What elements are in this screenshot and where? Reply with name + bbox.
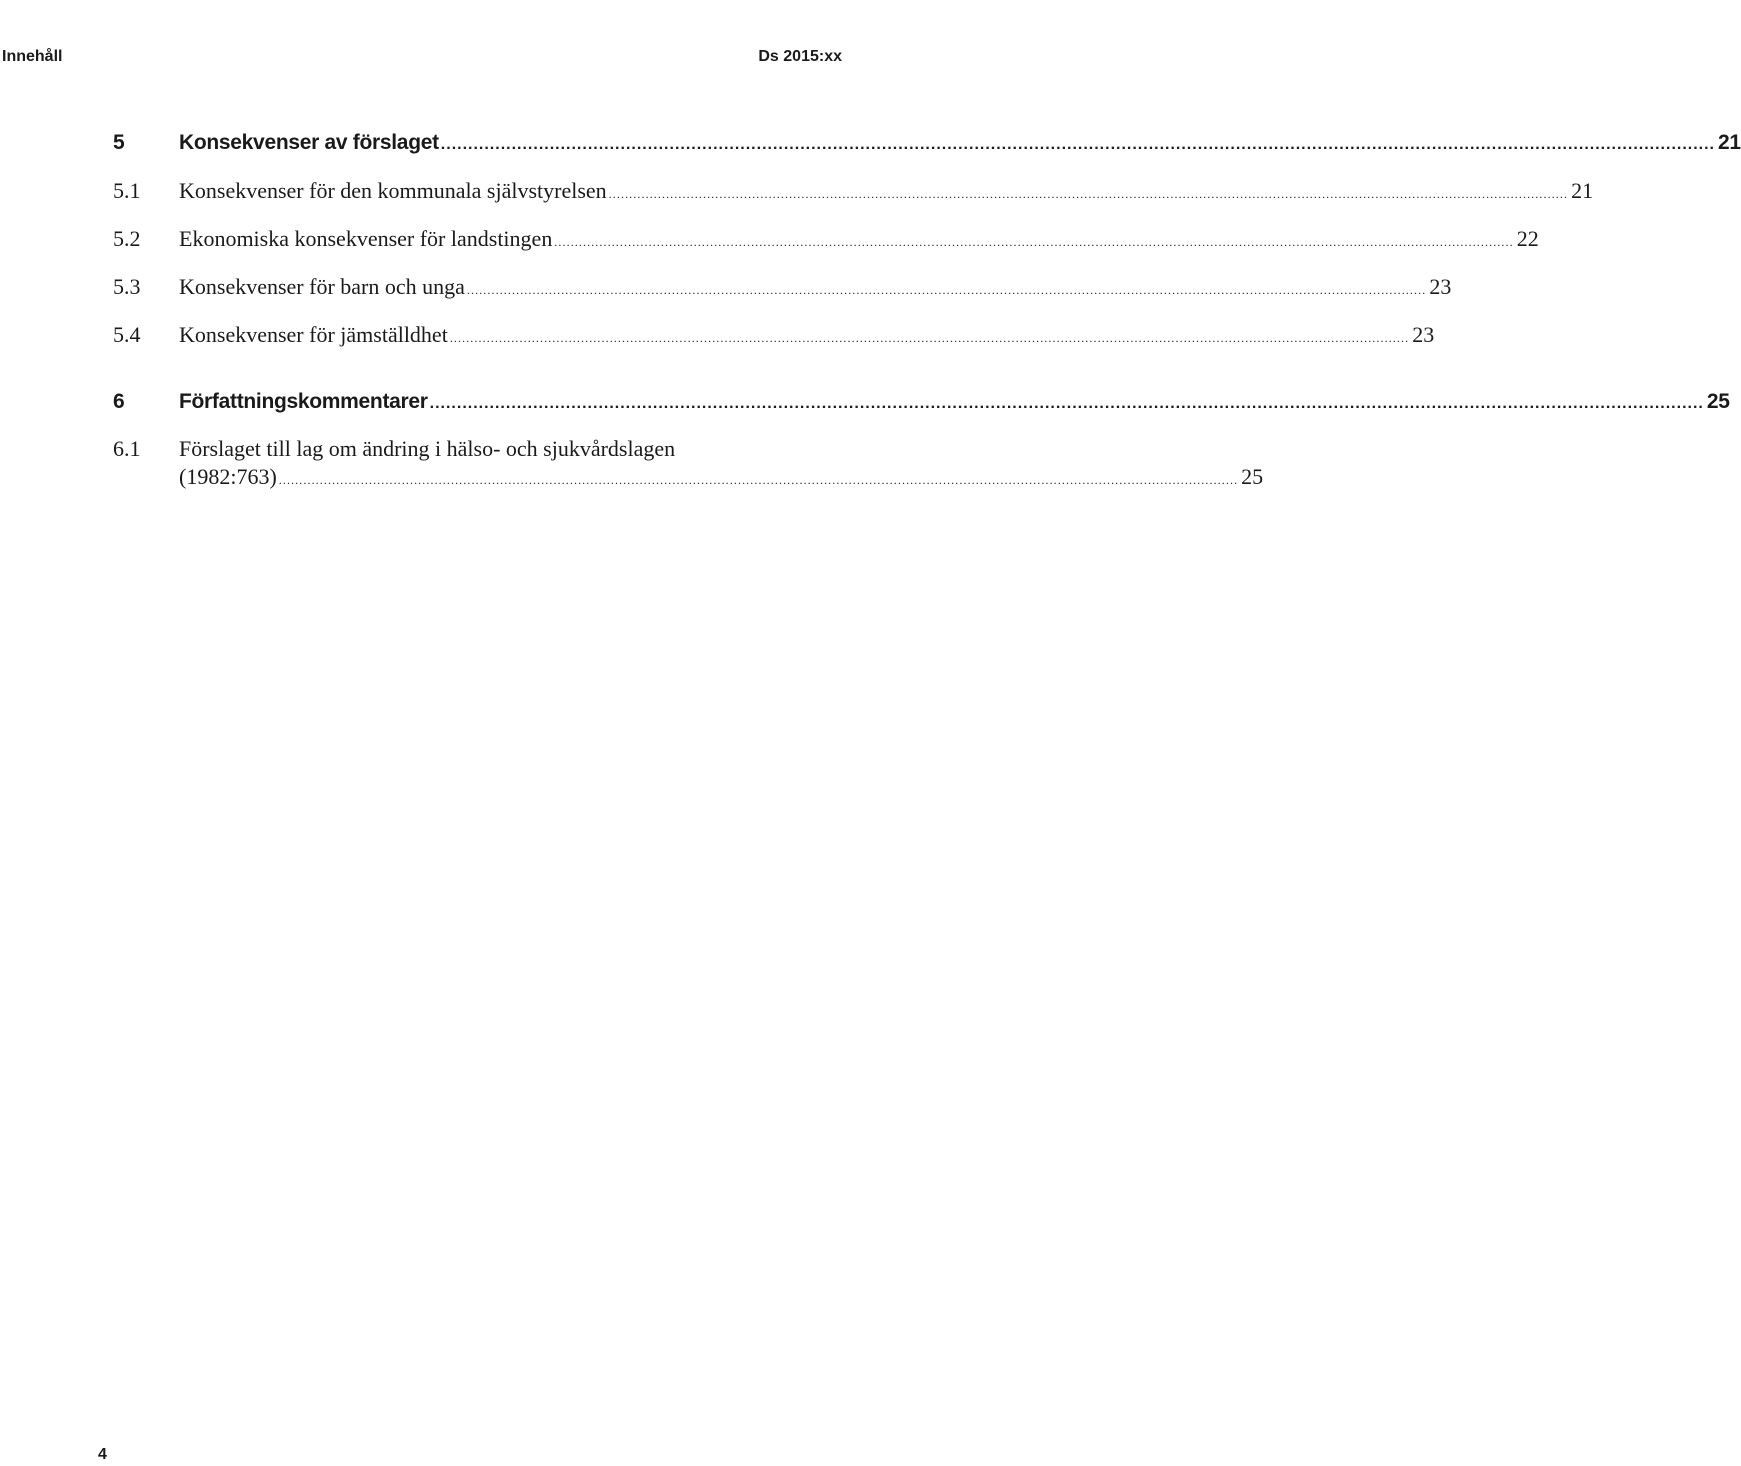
toc-dot-leader: .......................................................................................................................................................................................................................................... [466, 283, 1427, 297]
toc-entry-page: 23 [1429, 274, 1452, 299]
toc-entry-page: 25 [1706, 390, 1730, 413]
header-section-title: Innehåll [2, 48, 63, 65]
toc-entry-number: 5.3 [113, 274, 141, 299]
toc-entry-title-continued: (1982:763) [179, 464, 277, 489]
page-number: 4 [98, 1446, 107, 1463]
toc-dot-leader: .......................................................................................................................................................................................................................................... [429, 395, 1704, 412]
toc-chapter-5[interactable] [113, 131, 1741, 155]
toc-entry-title: Förslaget till lag om ändring i hälso- och sjukvårdslagen [179, 436, 676, 461]
toc-entry-page: 25 [1241, 464, 1264, 489]
toc-dot-leader: .......................................................................................................................................................................................................................................... [554, 235, 1514, 249]
toc-entry-page: 22 [1516, 226, 1539, 251]
toc-section-5-3[interactable] [113, 274, 1452, 300]
toc-entry-number: 5.4 [113, 322, 141, 347]
toc-section-6-1[interactable] [113, 436, 1264, 490]
toc-entry-number: 5 [113, 131, 125, 154]
toc-entry-page: 21 [1718, 131, 1741, 154]
toc-entry-title: Författningskommentarer [179, 390, 428, 413]
toc-dot-leader: .......................................................................................................................................................................................................................................... [608, 187, 1569, 201]
toc-entry-number: 6.1 [113, 436, 141, 461]
toc-entry-number: 5.2 [113, 226, 141, 251]
toc-section-5-4[interactable] [113, 322, 1435, 348]
toc-dot-leader: .......................................................................................................................................................................................................................................... [278, 473, 1239, 487]
toc-entry-number: 5.1 [113, 178, 141, 203]
toc-entry-title: Konsekvenser för jämställdhet [179, 322, 448, 347]
toc-entry-title: Konsekvenser av förslaget [179, 131, 439, 154]
toc-entry-title: Konsekvenser för den kommunala självstyrelsen [179, 178, 607, 203]
header-document-id: Ds 2015:xx [758, 48, 842, 65]
toc-chapter-6[interactable] [113, 390, 1730, 414]
toc-dot-leader: .......................................................................................................................................................................................................................................... [449, 331, 1410, 345]
toc-entry-page: 21 [1571, 178, 1594, 203]
toc-section-5-2[interactable] [113, 226, 1539, 252]
toc-entry-page: 23 [1412, 322, 1435, 347]
toc-dot-leader: .......................................................................................................................................................................................................................................... [440, 136, 1715, 153]
toc-entry-number: 6 [113, 390, 125, 413]
toc-entry-title: Ekonomiska konsekvenser för landstingen [179, 226, 553, 251]
toc-section-5-1[interactable] [113, 178, 1594, 204]
toc-entry-title: Konsekvenser för barn och unga [179, 274, 465, 299]
